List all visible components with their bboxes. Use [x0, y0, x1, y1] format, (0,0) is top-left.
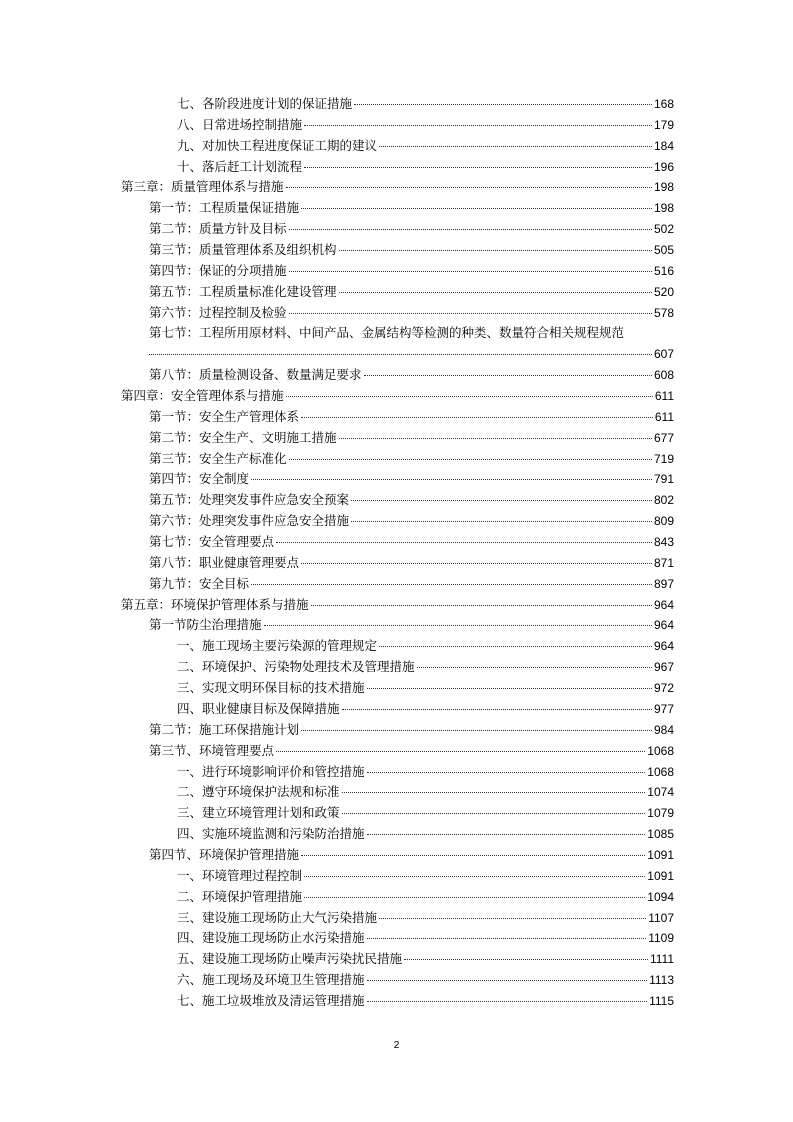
toc-entry-page: 611	[654, 389, 674, 404]
dot-leader	[286, 187, 652, 188]
toc-subsection[interactable]	[0, 949, 793, 970]
dot-leader	[351, 500, 652, 501]
toc-entry-title: 二、环境保护管理措施	[177, 888, 303, 904]
dot-leader	[367, 772, 646, 773]
toc-entry-page: 179	[653, 117, 674, 132]
dot-leader	[301, 855, 645, 856]
toc-entry-page: 578	[653, 305, 674, 320]
toc-entry-title: 第五节：处理突发事件应急安全预案	[149, 492, 350, 508]
toc-entry-title: 第三节：安全生产标准化	[149, 450, 287, 466]
toc-entry-title: 第四章：安全管理体系与措施	[121, 388, 284, 404]
dot-leader	[339, 292, 652, 293]
toc-subsection[interactable]	[0, 824, 793, 845]
toc-chapter[interactable]	[0, 386, 793, 407]
toc-entry-title: 八、日常进场控制措施	[177, 116, 303, 132]
toc-entry-page: 611	[654, 409, 674, 424]
toc-section[interactable]	[0, 428, 793, 449]
dot-leader	[379, 918, 646, 919]
toc-entry-page: 897	[653, 576, 674, 591]
toc-entry[interactable]	[0, 323, 793, 344]
toc-entry-title: 第三节、环境管理要点	[149, 742, 275, 758]
toc-entry-title: 七、施工垃圾堆放及清运管理措施	[177, 992, 365, 1008]
dot-leader	[404, 959, 648, 960]
dot-leader	[304, 125, 652, 126]
toc-entry-page: 967	[653, 660, 674, 675]
dot-leader	[304, 167, 652, 168]
toc-section[interactable]	[0, 741, 793, 762]
toc-entry-title: 一、环境管理过程控制	[177, 867, 303, 883]
dot-leader	[289, 313, 652, 314]
dot-leader	[289, 229, 652, 230]
dot-leader	[251, 479, 652, 480]
toc-entry-title: 第八节：职业健康管理要点	[149, 554, 300, 570]
toc-entry-page: 1091	[647, 868, 674, 883]
toc-section[interactable]	[0, 303, 793, 324]
toc-entry-page: 871	[653, 555, 674, 570]
dot-leader	[311, 605, 652, 606]
dot-leader	[342, 709, 652, 710]
dot-leader	[289, 459, 652, 460]
toc-subsection[interactable]	[0, 782, 793, 803]
dot-leader	[379, 146, 652, 147]
dot-leader	[301, 208, 652, 209]
toc-entry-title: 第三章：质量管理体系与措施	[121, 179, 284, 195]
toc-entry-page: 1074	[647, 785, 674, 800]
toc-entry-page: 198	[653, 201, 674, 216]
toc-entry-title: 一、进行环境影响评价和管控措施	[177, 763, 365, 779]
dot-leader	[149, 354, 652, 355]
dot-leader	[276, 542, 652, 543]
toc-entry-title: 一、施工现场主要污染源的管理规定	[177, 638, 378, 654]
toc-subsection[interactable]	[0, 699, 793, 720]
dot-leader	[351, 521, 652, 522]
toc-entry-title: 七、各阶段进度计划的保证措施	[177, 96, 353, 111]
dot-leader	[367, 834, 646, 835]
toc-entry-page: 1085	[647, 827, 674, 842]
toc-entry-title: 九、对加快工程进度保证工期的建议	[177, 137, 378, 153]
toc-entry-title: 第九节：安全目标	[149, 575, 250, 591]
toc-entry-title: 四、实施环境监测和污染防治措施	[177, 826, 365, 842]
toc-entry-page: 964	[653, 597, 674, 612]
toc-section[interactable]	[0, 240, 793, 261]
toc-section[interactable]	[0, 449, 793, 470]
dot-leader	[354, 104, 652, 105]
toc-entry-page: 520	[653, 284, 674, 299]
toc-entry-title: 第七节：安全管理要点	[149, 534, 275, 550]
toc-entry-page: 964	[653, 618, 674, 633]
toc-entry-page: 977	[653, 701, 674, 716]
toc-subsection[interactable]	[0, 157, 793, 178]
dot-leader	[367, 688, 652, 689]
toc-entry-page: 608	[653, 368, 674, 383]
toc-entry-title: 十、落后赶工计划流程	[177, 158, 303, 174]
toc-entry-title: 四、职业健康目标及保障措施	[177, 700, 340, 716]
toc-entry-page: 184	[653, 138, 674, 153]
toc-chapter[interactable]	[0, 595, 793, 616]
dot-leader	[304, 876, 645, 877]
toc-subsection[interactable]	[0, 657, 793, 678]
toc-section[interactable]	[0, 261, 793, 282]
toc-subsection[interactable]	[0, 803, 793, 824]
toc-entry-page: 168	[653, 97, 674, 111]
toc-section[interactable]	[0, 720, 793, 741]
toc-entry-title: 第六节：过程控制及检验	[149, 304, 287, 320]
toc-entry-title: 第一节：工程质量保证措施	[149, 200, 300, 216]
toc-entry-page: 1091	[647, 847, 674, 862]
toc-entry-page: 607	[653, 347, 674, 362]
toc-entry-title: 二、环境保护、污染物处理技术及管理措施	[177, 659, 415, 675]
dot-leader	[367, 938, 647, 939]
toc-entry-title: 第七节：工程所用原材料、中间产品、金属结构等检测的种类、数量符合相关规程规范	[149, 325, 625, 341]
toc-entry-title: 第三节：质量管理体系及组织机构	[149, 242, 337, 258]
toc-section[interactable]	[0, 365, 793, 386]
toc-entry-page: 964	[653, 639, 674, 654]
toc-section[interactable]	[0, 219, 793, 240]
toc-entry-page: 809	[653, 514, 674, 529]
toc-entry-title: 第八节：质量检测设备、数量满足要求	[149, 367, 362, 383]
toc-subsection[interactable]	[0, 887, 793, 908]
toc-entry-title: 二、遵守环境保护法规和标准	[177, 784, 340, 800]
dot-leader	[264, 625, 652, 626]
toc-entry-title: 四、建设施工现场防止水污染措施	[177, 930, 365, 946]
dot-leader	[417, 667, 652, 668]
dot-leader	[289, 271, 652, 272]
toc-entry-continuation[interactable]	[0, 344, 793, 365]
toc-section[interactable]	[0, 198, 793, 219]
toc-entry-title: 第五节：工程质量标准化建设管理	[149, 283, 337, 299]
toc-section[interactable]	[0, 574, 793, 595]
dot-leader	[339, 438, 652, 439]
toc-subsection[interactable]	[0, 678, 793, 699]
dot-leader	[367, 1001, 648, 1002]
dot-leader	[301, 730, 652, 731]
toc-entry-title: 第六节：处理突发事件应急安全措施	[149, 513, 350, 529]
toc-entry-title: 第一节防尘治理措施	[149, 617, 262, 633]
dot-leader	[339, 250, 652, 251]
toc-entry-page: 1113	[649, 973, 674, 988]
toc-section[interactable]	[0, 615, 793, 636]
toc-subsection[interactable]	[0, 928, 793, 949]
toc-entry-title: 第二节：安全生产、文明施工措施	[149, 429, 337, 445]
toc-entry-page: 1111	[649, 952, 674, 967]
toc-subsection[interactable]	[0, 970, 793, 991]
dot-leader	[286, 396, 653, 397]
toc-chapter[interactable]	[0, 177, 793, 198]
dot-leader	[342, 813, 646, 814]
toc-entry-title: 三、建立环境管理计划和政策	[177, 805, 340, 821]
toc-subsection[interactable]	[0, 115, 793, 136]
toc-entry-page: 1094	[647, 889, 674, 904]
dot-leader	[301, 563, 652, 564]
toc-section[interactable]	[0, 532, 793, 553]
toc-entry-page: 1068	[647, 743, 674, 758]
toc-subsection[interactable]	[0, 866, 793, 887]
toc-subsection[interactable]	[0, 762, 793, 783]
toc-section[interactable]	[0, 490, 793, 511]
dot-leader	[342, 792, 646, 793]
toc-entry-page: 677	[653, 430, 674, 445]
toc-entry-page: 802	[653, 493, 674, 508]
toc-entry-page: 1068	[647, 764, 674, 779]
toc-entry-page: 719	[653, 451, 674, 466]
toc-entry-page: 198	[653, 180, 674, 195]
toc-entry-page: 196	[653, 159, 674, 174]
dot-leader	[301, 417, 653, 418]
toc-entry-title: 三、实现文明环保目标的技术措施	[177, 680, 365, 696]
page-number: 2	[393, 1040, 400, 1051]
toc-section[interactable]	[0, 282, 793, 303]
toc-entry-page: 1079	[647, 806, 674, 821]
toc-entry-page: 972	[653, 681, 674, 696]
toc-entry-title: 第四节：保证的分项措施	[149, 262, 287, 278]
dot-leader	[304, 897, 645, 898]
dot-leader	[276, 751, 645, 752]
toc-entry-title: 第五章：环境保护管理体系与措施	[121, 596, 309, 612]
toc-entry-page: 1107	[648, 910, 674, 925]
toc-section[interactable]	[0, 553, 793, 574]
toc-section[interactable]	[0, 845, 793, 866]
toc-section[interactable]	[0, 511, 793, 532]
dot-leader	[379, 646, 652, 647]
toc-entry-title: 五、建设施工现场防止噪声污染扰民措施	[177, 951, 403, 967]
toc-entry-title: 六、施工现场及环境卫生管理措施	[177, 972, 365, 988]
toc-entry-title: 第四节：安全制度	[149, 471, 250, 487]
toc-subsection[interactable]	[0, 636, 793, 657]
dot-leader	[251, 584, 652, 585]
toc-entry-page: 843	[653, 535, 674, 550]
toc-entry-title: 第四节、环境保护管理措施	[149, 846, 300, 862]
toc-entry-page: 516	[653, 263, 674, 278]
dot-leader	[367, 980, 648, 981]
table-of-contents	[0, 94, 793, 1012]
toc-entry-page: 1109	[648, 931, 674, 946]
toc-entry-page: 1115	[649, 993, 674, 1008]
dot-leader	[364, 375, 652, 376]
toc-subsection[interactable]	[0, 136, 793, 157]
toc-entry-page: 505	[653, 243, 674, 258]
toc-entry-page: 791	[653, 472, 674, 487]
toc-entry-title: 第二节：施工环保措施计划	[149, 721, 300, 737]
toc-entry-title: 第一节：安全生产管理体系	[149, 408, 300, 424]
toc-entry-title: 三、建设施工现场防止大气污染措施	[177, 909, 378, 925]
toc-subsection[interactable]	[0, 94, 793, 115]
toc-section[interactable]	[0, 407, 793, 428]
toc-subsection[interactable]	[0, 991, 793, 1012]
toc-entry-page: 984	[653, 722, 674, 737]
toc-subsection[interactable]	[0, 908, 793, 929]
toc-entry-title: 第二节：质量方针及目标	[149, 221, 287, 237]
toc-entry-page: 502	[653, 222, 674, 237]
toc-section[interactable]	[0, 469, 793, 490]
